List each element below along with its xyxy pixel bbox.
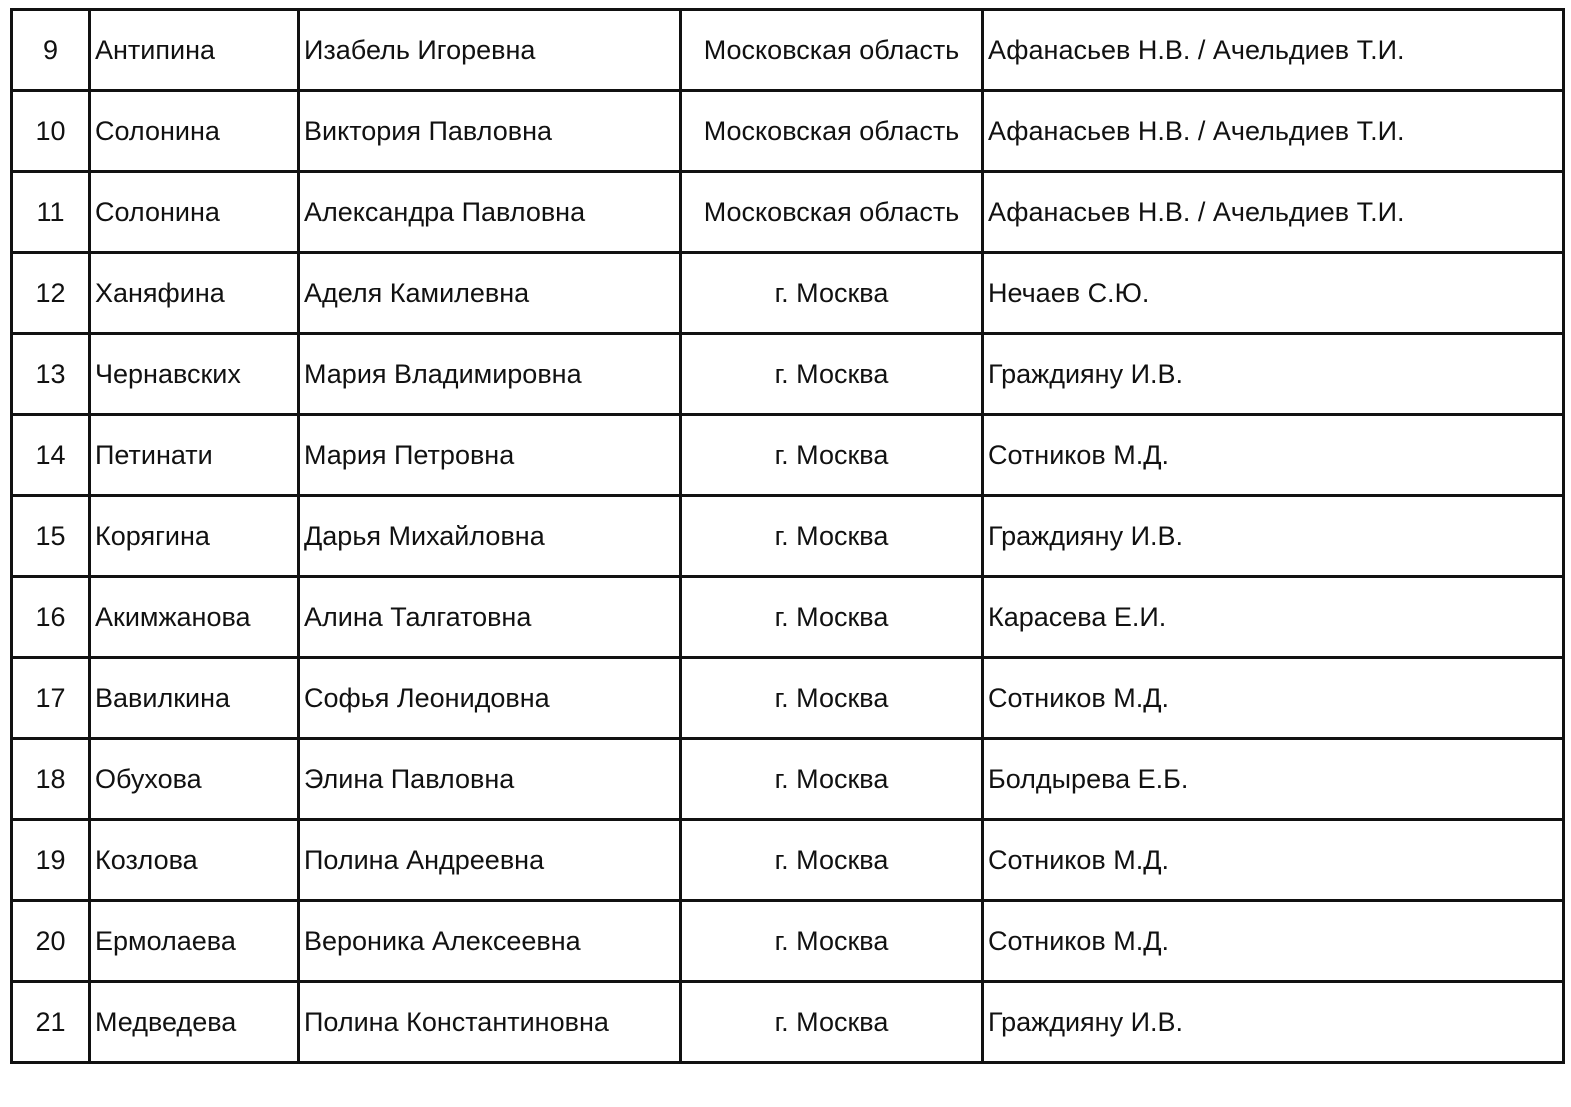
participant-coach: Афанасьев Н.В. / Ачельдиев Т.И. [983, 91, 1564, 172]
participants-table [10, 8, 1565, 1064]
participant-region: г. Москва [681, 820, 983, 901]
participant-last-name: Акимжанова [90, 577, 299, 658]
participant-coach: Болдырева Е.Б. [983, 739, 1564, 820]
participant-last-name: Козлова [90, 820, 299, 901]
table-row [12, 334, 1564, 415]
participant-last-name: Солонина [90, 91, 299, 172]
participant-region: Московская область [681, 91, 983, 172]
participant-last-name: Корягина [90, 496, 299, 577]
participant-region: г. Москва [681, 253, 983, 334]
participant-number: 13 [12, 334, 90, 415]
participant-number: 19 [12, 820, 90, 901]
participant-region: г. Москва [681, 334, 983, 415]
participant-last-name: Ханяфина [90, 253, 299, 334]
participant-coach: Сотников М.Д. [983, 820, 1564, 901]
participant-number: 12 [12, 253, 90, 334]
participant-last-name: Обухова [90, 739, 299, 820]
participant-region: г. Москва [681, 739, 983, 820]
participant-number: 15 [12, 496, 90, 577]
participant-first-name: Александра Павловна [299, 172, 681, 253]
participant-last-name: Медведева [90, 982, 299, 1063]
participant-region: г. Москва [681, 901, 983, 982]
participant-coach: Граждияну И.В. [983, 334, 1564, 415]
participant-coach: Карасева Е.И. [983, 577, 1564, 658]
participant-number: 9 [12, 10, 90, 91]
participant-first-name: Дарья Михайловна [299, 496, 681, 577]
participant-first-name: Виктория Павловна [299, 91, 681, 172]
participant-first-name: Мария Владимировна [299, 334, 681, 415]
participant-last-name: Антипина [90, 10, 299, 91]
participant-coach: Нечаев С.Ю. [983, 253, 1564, 334]
participant-first-name: Полина Андреевна [299, 820, 681, 901]
table-row [12, 658, 1564, 739]
participant-coach: Сотников М.Д. [983, 901, 1564, 982]
participant-last-name: Вавилкина [90, 658, 299, 739]
table-row [12, 253, 1564, 334]
participant-coach: Афанасьев Н.В. / Ачельдиев Т.И. [983, 172, 1564, 253]
participant-number: 11 [12, 172, 90, 253]
participant-number: 20 [12, 901, 90, 982]
table-row [12, 10, 1564, 91]
table-row [12, 982, 1564, 1063]
participant-first-name: Аделя Камилевна [299, 253, 681, 334]
participant-first-name: Алина Талгатовна [299, 577, 681, 658]
participant-region: г. Москва [681, 496, 983, 577]
table-row [12, 820, 1564, 901]
participant-first-name: Полина Константиновна [299, 982, 681, 1063]
table-row [12, 496, 1564, 577]
participant-region: Московская область [681, 10, 983, 91]
participant-last-name: Солонина [90, 172, 299, 253]
participant-number: 21 [12, 982, 90, 1063]
table-row [12, 415, 1564, 496]
participant-number: 10 [12, 91, 90, 172]
participant-first-name: Вероника Алексеевна [299, 901, 681, 982]
participant-number: 16 [12, 577, 90, 658]
participant-region: г. Москва [681, 577, 983, 658]
table-row [12, 901, 1564, 982]
participant-first-name: Софья Леонидовна [299, 658, 681, 739]
participant-first-name: Изабель Игоревна [299, 10, 681, 91]
participants-table-body [12, 10, 1564, 1063]
table-row [12, 172, 1564, 253]
table-row [12, 739, 1564, 820]
participant-first-name: Мария Петровна [299, 415, 681, 496]
participant-coach: Сотников М.Д. [983, 658, 1564, 739]
participant-coach: Граждияну И.В. [983, 496, 1564, 577]
table-row [12, 577, 1564, 658]
participant-coach: Афанасьев Н.В. / Ачельдиев Т.И. [983, 10, 1564, 91]
participant-number: 14 [12, 415, 90, 496]
participant-region: г. Москва [681, 982, 983, 1063]
table-row [12, 91, 1564, 172]
participant-last-name: Петинати [90, 415, 299, 496]
participant-region: г. Москва [681, 658, 983, 739]
participant-region: г. Москва [681, 415, 983, 496]
participant-region: Московская область [681, 172, 983, 253]
participant-coach: Граждияну И.В. [983, 982, 1564, 1063]
participant-first-name: Элина Павловна [299, 739, 681, 820]
participant-number: 17 [12, 658, 90, 739]
participant-coach: Сотников М.Д. [983, 415, 1564, 496]
participant-number: 18 [12, 739, 90, 820]
participant-last-name: Чернавских [90, 334, 299, 415]
participant-last-name: Ермолаева [90, 901, 299, 982]
